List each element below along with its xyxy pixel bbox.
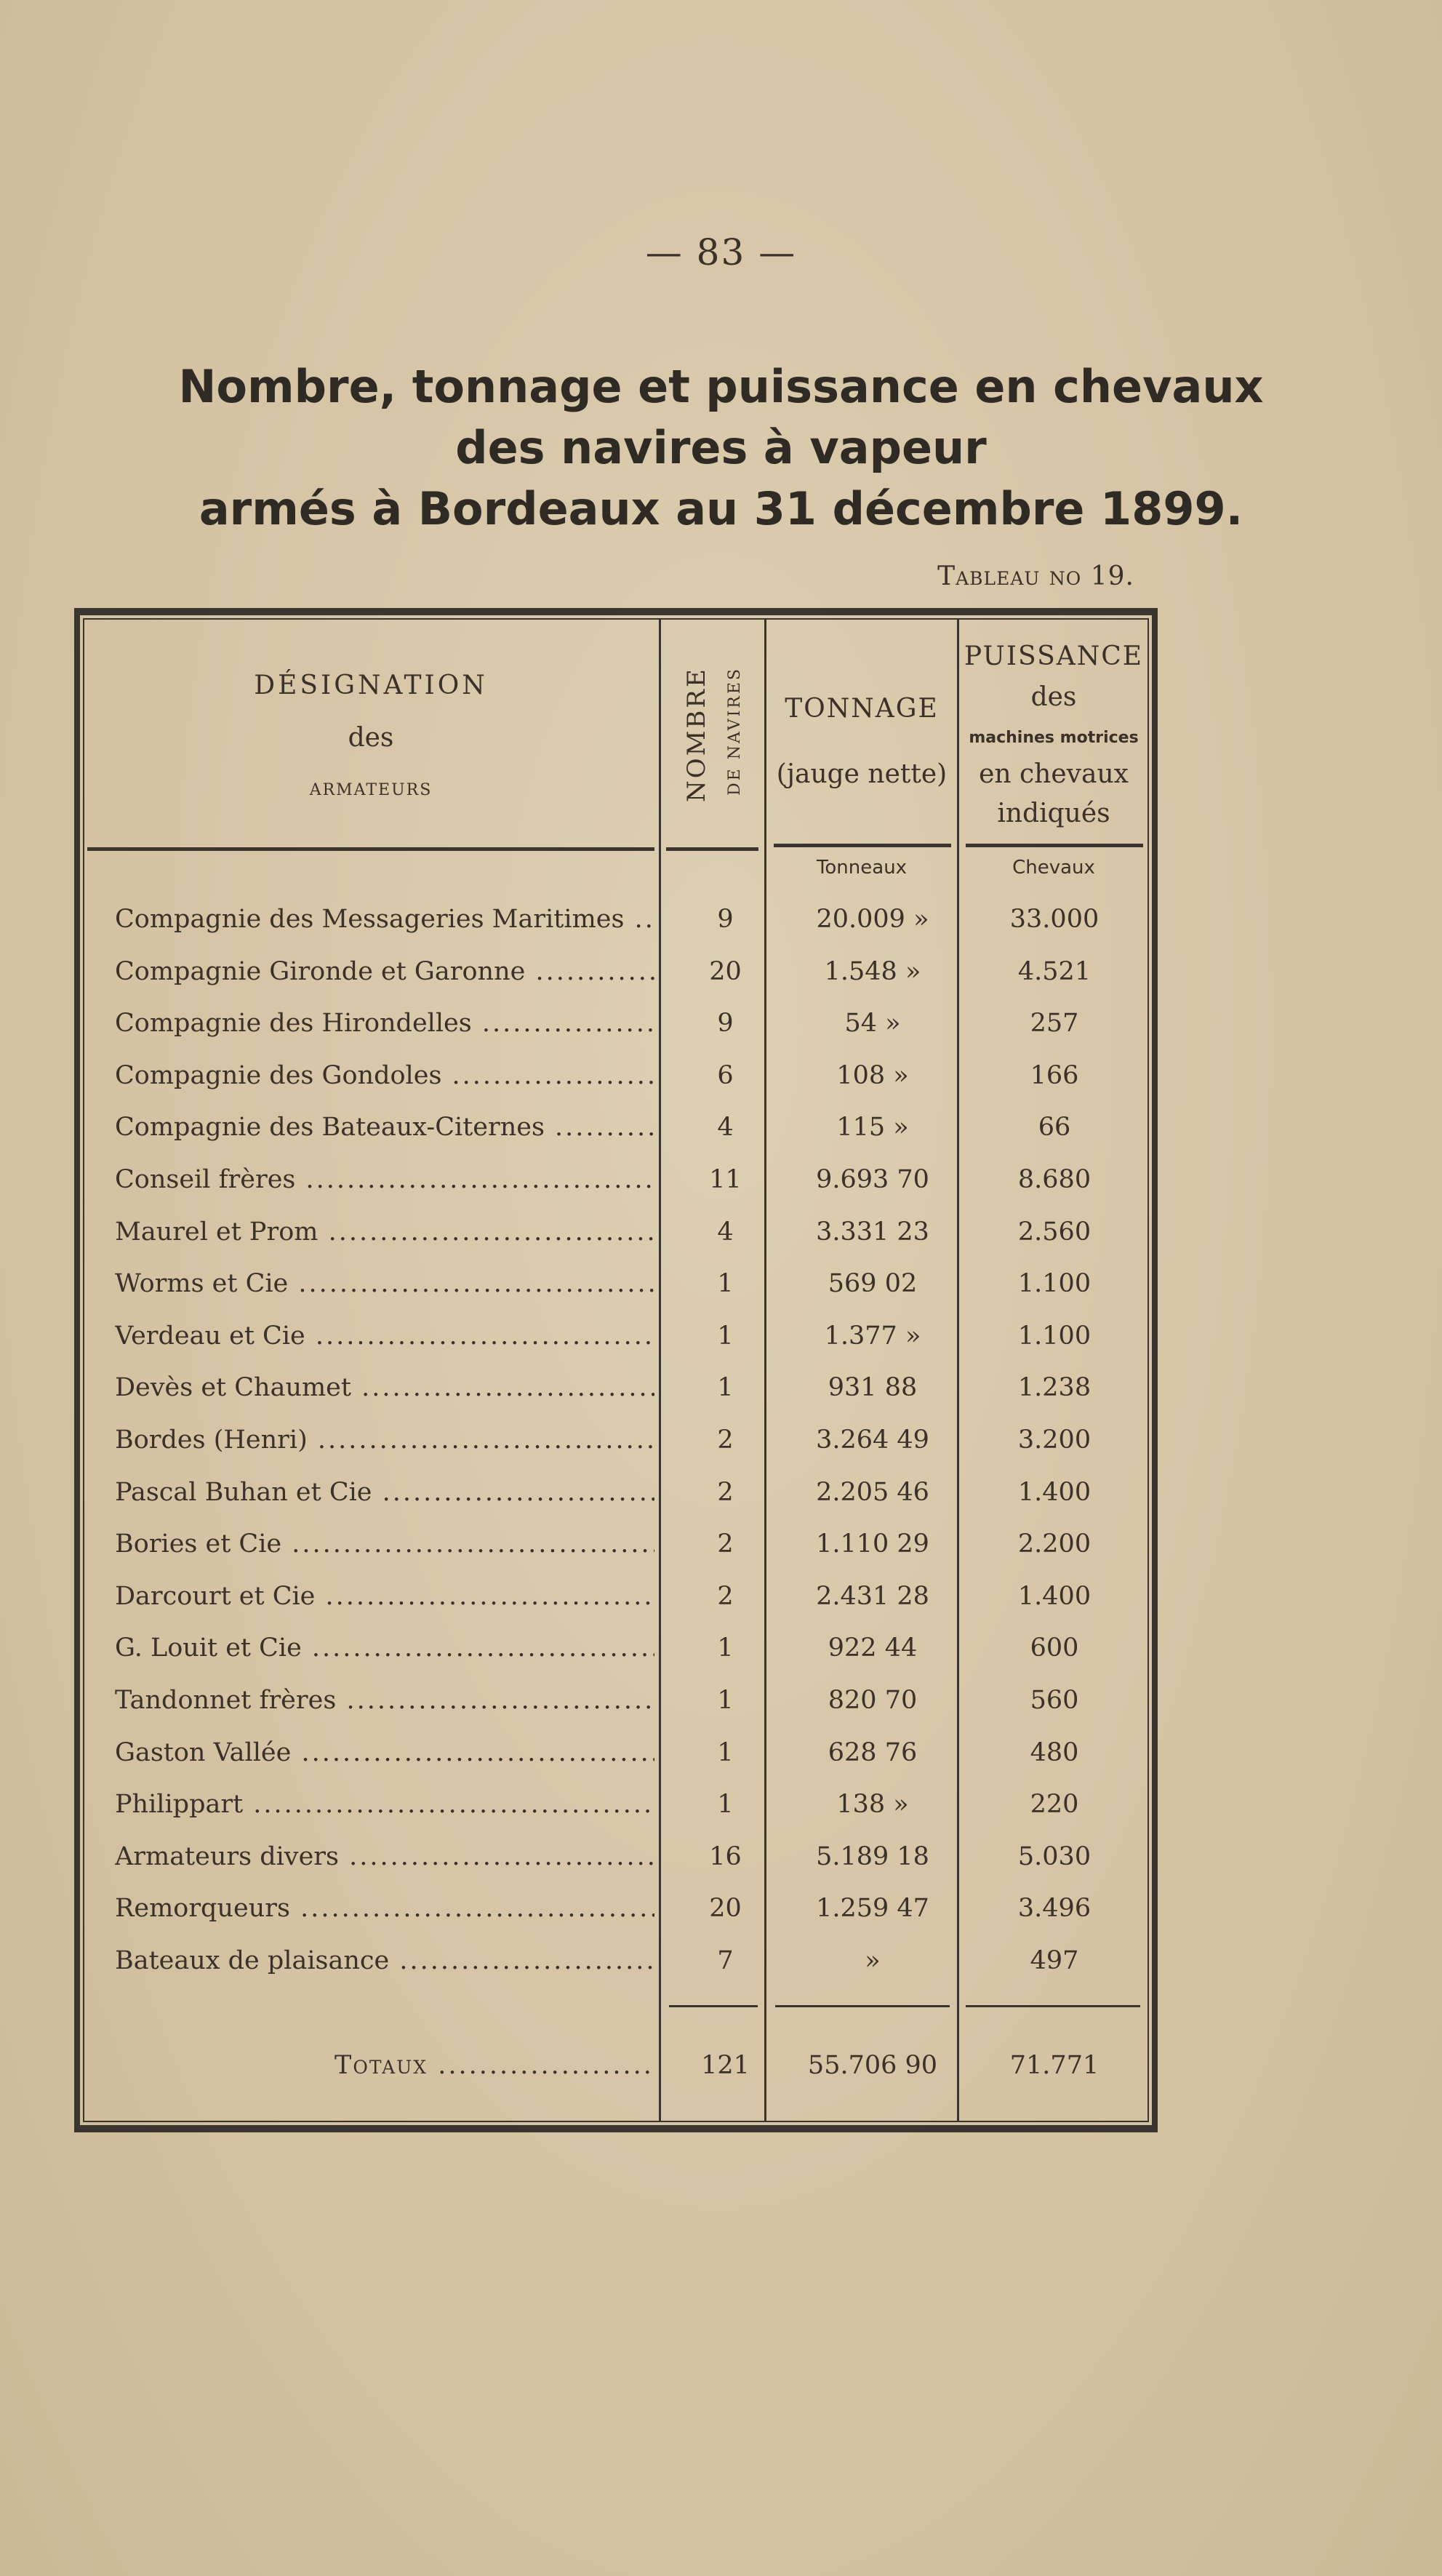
header-rule-designation <box>87 847 654 851</box>
row-tonnage: 54 » <box>844 1009 901 1039</box>
row-tonnage: 9.693 70 <box>816 1165 929 1194</box>
row-armateur: Tandonnet frères ..... <box>115 1674 654 1727</box>
row-armateur: Worms et Cie ..... <box>115 1257 654 1310</box>
row-armateur: Compagnie des Messageries Maritimes ..... <box>115 893 654 945</box>
row-tonnage: 931 88 <box>828 1373 918 1403</box>
row-armateur: Devès et Chaumet ..... <box>115 1361 654 1414</box>
header-rule-tonnage <box>774 844 951 847</box>
totals-chevaux: 71.771 <box>1009 2051 1099 2080</box>
row-navires: 1 <box>717 1737 734 1767</box>
unit-chevaux: Chevaux <box>1012 857 1095 879</box>
row-armateur: Remorqueurs ..... <box>115 1882 654 1935</box>
table-row <box>0 1831 1442 1883</box>
table-row <box>0 1622 1442 1674</box>
row-armateur: Bordes (Henri) ..... <box>115 1414 654 1466</box>
header-nombre: NOMBRE <box>682 667 711 802</box>
totals-tonnage: 55.706 90 <box>807 2051 938 2080</box>
row-navires: 6 <box>717 1060 734 1090</box>
row-chevaux: 480 <box>1030 1737 1079 1767</box>
row-chevaux: 8.680 <box>1017 1165 1091 1194</box>
table-row <box>0 1101 1442 1153</box>
row-navires: 16 <box>709 1841 742 1871</box>
row-navires: 2 <box>717 1529 734 1559</box>
row-navires: 9 <box>717 1009 734 1039</box>
row-chevaux: 560 <box>1030 1686 1079 1715</box>
title-line-2: des navires à vapeur <box>455 421 987 474</box>
row-tonnage: 115 » <box>836 1113 909 1143</box>
table-row <box>0 1518 1442 1570</box>
row-navires: 11 <box>709 1165 742 1194</box>
row-tonnage: 1.377 » <box>824 1321 921 1351</box>
header-rule-navires <box>666 847 758 851</box>
totals-rule-tonnage <box>775 2005 950 2007</box>
row-chevaux: 3.496 <box>1017 1894 1091 1924</box>
row-armateur: Darcourt et Cie ..... <box>115 1570 654 1623</box>
table-row <box>0 1310 1442 1362</box>
page-number: — 83 — <box>645 231 797 273</box>
row-chevaux: 5.030 <box>1017 1841 1091 1871</box>
table-row <box>0 1778 1442 1831</box>
row-navires: 2 <box>717 1581 734 1611</box>
row-armateur: Verdeau et Cie ..... <box>115 1310 654 1362</box>
totals-rule-puissance <box>966 2005 1140 2007</box>
row-chevaux: 497 <box>1030 1946 1079 1975</box>
header-de-navires: DE NAVIRES <box>726 666 744 796</box>
row-chevaux: 2.200 <box>1017 1529 1091 1559</box>
table-row <box>0 1257 1442 1310</box>
table-row <box>0 945 1442 998</box>
header-puissance: PUISSANCE <box>964 641 1144 671</box>
row-tonnage: 820 70 <box>828 1686 918 1715</box>
row-armateur: Conseil frères ..... <box>115 1153 654 1206</box>
row-navires: 4 <box>717 1217 734 1247</box>
table-row <box>0 1882 1442 1935</box>
row-navires: 1 <box>717 1686 734 1715</box>
header-en-chevaux: en chevaux <box>979 759 1129 789</box>
row-armateur: Compagnie des Bateaux-Citernes ..... <box>115 1101 654 1153</box>
row-tonnage: 628 76 <box>828 1737 918 1767</box>
row-tonnage: 3.264 49 <box>816 1425 929 1455</box>
row-tonnage: 5.189 18 <box>816 1841 929 1871</box>
totals-label: Totaux ..... <box>335 2036 654 2095</box>
header-designation: DÉSIGNATION <box>254 671 488 700</box>
row-chevaux: 1.400 <box>1017 1477 1091 1507</box>
table-row <box>0 1466 1442 1519</box>
row-navires: 20 <box>709 956 742 986</box>
row-chevaux: 1.100 <box>1017 1269 1091 1299</box>
header-puissance-des: des <box>1030 682 1077 712</box>
unit-tonneaux: Tonneaux <box>816 857 908 879</box>
row-chevaux: 2.560 <box>1017 1217 1091 1247</box>
row-chevaux: 3.200 <box>1017 1425 1091 1455</box>
row-navires: 2 <box>717 1425 734 1455</box>
row-tonnage: » <box>865 1946 881 1975</box>
header-jauge: (jauge nette) <box>776 759 948 789</box>
row-tonnage: 1.110 29 <box>816 1529 929 1559</box>
header-indiques: indiqués <box>997 799 1110 828</box>
row-armateur: Armateurs divers ..... <box>115 1831 654 1883</box>
table-row <box>0 1361 1442 1414</box>
row-tonnage: 922 44 <box>828 1633 918 1663</box>
row-chevaux: 66 <box>1038 1113 1071 1143</box>
row-tonnage: 1.548 » <box>824 956 921 986</box>
table-row <box>0 893 1442 945</box>
row-navires: 1 <box>717 1269 734 1299</box>
row-chevaux: 600 <box>1030 1633 1079 1663</box>
totals-rule-navires <box>669 2005 758 2007</box>
row-navires: 7 <box>717 1946 734 1975</box>
row-chevaux: 1.400 <box>1017 1581 1091 1611</box>
header-designation-des: des <box>348 723 394 753</box>
table-row <box>0 1153 1442 1206</box>
row-armateur: Compagnie Gironde et Garonne ..... <box>115 945 654 998</box>
table-row <box>0 1727 1442 1779</box>
table-row <box>0 1206 1442 1258</box>
row-tonnage: 2.205 46 <box>816 1477 929 1507</box>
page-title <box>0 356 1442 540</box>
row-tonnage: 1.259 47 <box>816 1894 929 1924</box>
row-armateur: Bories et Cie ..... <box>115 1518 654 1570</box>
totals-row <box>0 2036 1442 2095</box>
row-tonnage: 20.009 » <box>816 905 929 934</box>
table-row <box>0 1935 1442 1987</box>
row-navires: 1 <box>717 1373 734 1403</box>
row-chevaux: 33.000 <box>1009 905 1099 934</box>
row-navires: 20 <box>709 1894 742 1924</box>
row-armateur: Bateaux de plaisance ..... <box>115 1935 654 1987</box>
row-navires: 2 <box>717 1477 734 1507</box>
row-tonnage: 108 » <box>836 1060 909 1090</box>
title-line-3: armés à Bordeaux au 31 décembre 1899. <box>199 482 1243 535</box>
row-chevaux: 220 <box>1030 1790 1079 1820</box>
row-armateur: Philippart ..... <box>115 1778 654 1831</box>
row-tonnage: 569 02 <box>828 1269 918 1299</box>
row-armateur: G. Louit et Cie ..... <box>115 1622 654 1674</box>
row-tonnage: 3.331 23 <box>816 1217 929 1247</box>
tableau-label: Tableau no 19. <box>937 561 1134 591</box>
row-armateur: Pascal Buhan et Cie ..... <box>115 1466 654 1519</box>
row-armateur: Compagnie des Gondoles ..... <box>115 1049 654 1102</box>
row-armateur: Gaston Vallée ..... <box>115 1727 654 1779</box>
table-row <box>0 1674 1442 1727</box>
header-machines: machines motrices <box>969 729 1139 747</box>
row-navires: 1 <box>717 1790 734 1820</box>
row-navires: 1 <box>717 1321 734 1351</box>
row-armateur: Compagnie des Hirondelles ..... <box>115 997 654 1049</box>
row-chevaux: 1.238 <box>1017 1373 1091 1403</box>
row-navires: 9 <box>717 905 734 934</box>
header-armateurs: ARMATEURS <box>309 781 433 799</box>
row-tonnage: 138 » <box>836 1790 909 1820</box>
table-row <box>0 1414 1442 1466</box>
row-chevaux: 257 <box>1030 1009 1079 1039</box>
totals-navires: 121 <box>701 2051 750 2080</box>
table-row <box>0 1570 1442 1623</box>
row-tonnage: 2.431 28 <box>816 1581 929 1611</box>
row-chevaux: 166 <box>1030 1060 1079 1090</box>
table-row <box>0 997 1442 1049</box>
row-chevaux: 1.100 <box>1017 1321 1091 1351</box>
row-armateur: Maurel et Prom ..... <box>115 1206 654 1258</box>
row-navires: 1 <box>717 1633 734 1663</box>
title-line-1: Nombre, tonnage et puissance en chevaux <box>178 360 1264 413</box>
row-chevaux: 4.521 <box>1017 956 1091 986</box>
row-navires: 4 <box>717 1113 734 1143</box>
header-tonnage: TONNAGE <box>785 694 939 724</box>
table-row <box>0 1049 1442 1102</box>
header-rule-puissance <box>966 844 1143 847</box>
